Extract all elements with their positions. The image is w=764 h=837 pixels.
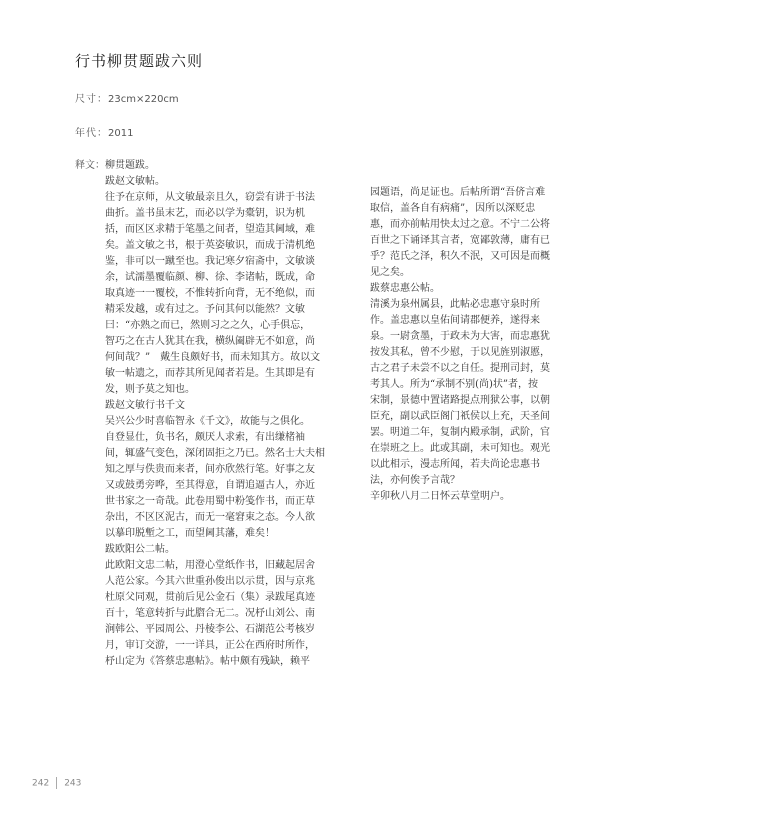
- page-title: 行书柳贯题跋六则: [75, 52, 204, 70]
- right-page-number: 243: [64, 778, 82, 789]
- text-line: [75, 350, 365, 366]
- year-label: 年代：: [75, 128, 108, 139]
- text-line: [75, 414, 365, 430]
- page-divider: [56, 777, 57, 789]
- text-line-content: 间，辄盛气变色，深闭固拒之乃已。然名士大夫相: [105, 448, 325, 459]
- text-line-content: 杼山定为《答蔡忠惠帖》。帖中颇有残缺，赖平: [105, 656, 310, 667]
- text-line: 法，亦何俟予言哉？: [370, 475, 460, 486]
- text-line: 考其人。所为“承制不别(尚)状”者，按: [370, 379, 539, 390]
- text-line-content: 发，则予莫之知也。: [105, 384, 195, 395]
- text-line: [75, 638, 365, 654]
- text-line: [75, 222, 365, 238]
- text-line: 见之矣。: [370, 267, 410, 278]
- text-line-content: 涧韩公、平园周公、丹棱李公、石湖范公考核岁: [105, 624, 315, 635]
- text-line-content: 杜原父同观，贯前后见公金石（集）录跋尾真迹: [105, 592, 315, 603]
- text-line-content: 百十，笔意转折与此脗合无二。况杼山刘公、南: [105, 608, 315, 619]
- text-line: 乎？范氏之泽，积久不泯，又可因是而概: [370, 251, 550, 262]
- text-line-content: 精采发越，或有过之。予问其何以能然？文敏: [105, 304, 305, 315]
- size-label: 尺寸：: [75, 94, 108, 105]
- text-line: [75, 622, 365, 638]
- text-line: 古之君子未尝不以之自任。提刑司封，莫: [370, 363, 550, 374]
- text-column-right: [370, 185, 585, 505]
- text-line-content: 世书家之一奇哉。此卷用蜀中粉笺作书，而正草: [105, 496, 315, 507]
- text-line: [75, 190, 365, 206]
- text-line: [75, 382, 365, 398]
- text-line: 跋蔡忠惠公帖。: [370, 283, 440, 294]
- text-line: [75, 510, 365, 526]
- text-label: 释文：: [75, 160, 105, 171]
- text-line: [75, 494, 365, 510]
- text-column-left: [75, 158, 365, 670]
- text-line: [75, 558, 365, 574]
- text-line: 泉。一尉贪墨，于政未为大害，而忠惠犹: [370, 331, 550, 342]
- text-line: [75, 526, 365, 542]
- text-line-content: 又或鼓勇旁哗，至其得意，自谓追逼古人，亦近: [105, 480, 315, 491]
- text-line: [75, 574, 365, 590]
- text-line: 辛卯秋八月二日怀云草堂明户。: [370, 491, 510, 502]
- text-line: [75, 286, 365, 302]
- text-line: 罢。明道二年，复制内殿承制，武阶，官: [370, 427, 550, 438]
- text-line: [75, 654, 365, 670]
- text-line-content: 曰：“亦熟之而已，然则习之之久，心手俱忘，: [105, 320, 311, 331]
- text-line: [75, 158, 365, 174]
- text-line: 清溪为泉州属县，此帖必忠惠守泉时所: [370, 299, 540, 310]
- text-line-content: 括，而区区求精于笔墨之间者，望造其阃域，难: [105, 224, 315, 235]
- text-line-content: 曲折。盖书虽末艺，而必以学为橐钥，识为机: [105, 208, 305, 219]
- text-line-content: 跋赵文敏帖。: [105, 176, 165, 187]
- text-line-content: 往予在京师，从文敏最亲且久，窃尝有讲于书法: [105, 192, 315, 203]
- text-line: [75, 206, 365, 222]
- text-line-content: 何间哉？” 戴生良颇好书，而未知其方。故以文: [105, 352, 321, 363]
- text-line-content: 智巧之在古人犹其在我，横纵阖辟无不如意，尚: [105, 336, 315, 347]
- text-line-content: 跋欧阳公二帖。: [105, 544, 175, 555]
- text-line-content: 敏一帖遗之，而荐其所见闻者若是。生其即是有: [105, 368, 315, 379]
- size-row: [75, 90, 179, 105]
- text-line: [75, 542, 365, 558]
- text-line: [75, 334, 365, 350]
- text-line: [75, 462, 365, 478]
- text-line: 取信，盖各自有病痛”，因所以深贬忠: [370, 203, 536, 214]
- text-line: 臣充，副以武臣阁门祇侯以上充，天圣间: [370, 411, 550, 422]
- text-line-content: 自登显仕，负书名，颇厌人求索，有出缣楮袖: [105, 432, 305, 443]
- text-line-content: 吴兴公少时喜临智永《千文》，故能与之俱化。: [105, 416, 310, 427]
- text-line: 百世之下诵译其言者，宽鄙敦薄，庸有已: [370, 235, 550, 246]
- text-line-content: 月，审订交游，一一详具，正公在西府时所作，: [105, 640, 315, 651]
- year-value: 2011: [108, 128, 134, 139]
- text-line: [75, 254, 365, 270]
- text-line: [75, 270, 365, 286]
- text-line: 以此相示，漫志所闻，若夫尚论忠惠书: [370, 459, 540, 470]
- text-line: 惠，而亦前帖用快太过之意。不宁二公将: [370, 219, 550, 230]
- text-line-content: 跋赵文敏行书千文: [105, 400, 185, 411]
- text-line-content: 杂出，不区区泥古，而无一毫窘束之态。今人欲: [105, 512, 315, 523]
- text-line: 作。盖忠惠以皇佑间请郡便养，遂得来: [370, 315, 540, 326]
- text-line: 宋制，景德中置诸路提点刑狱公事，以朝: [370, 395, 550, 406]
- text-line-content: 人范公家。今其六世重孙俊出以示贯，因与京兆: [105, 576, 315, 587]
- text-line-content: 取真迹一一覆校，不惟转折向背，无不绝似，而: [105, 288, 315, 299]
- text-line: [75, 366, 365, 382]
- text-line: [75, 590, 365, 606]
- text-line-content: 知之厚与佚贵而来者，间亦欣然行笔。好事之友: [105, 464, 315, 475]
- page-numbers: [32, 777, 81, 789]
- text-line-content: 此欧阳文忠二帖，用澄心堂纸作书，旧藏起居舍: [105, 560, 315, 571]
- text-line-content: 余，试濡墨覆临颜、柳、徐、李诸帖，既成，命: [105, 272, 315, 283]
- text-line: [75, 398, 365, 414]
- text-line: [75, 478, 365, 494]
- text-line: [75, 302, 365, 318]
- left-page-number: 242: [32, 778, 50, 789]
- text-line: [75, 606, 365, 622]
- text-line-content: 柳贯题跋。: [105, 160, 155, 171]
- text-line: [75, 446, 365, 462]
- text-line: [75, 318, 365, 334]
- text-line: [75, 430, 365, 446]
- year-row: [75, 124, 133, 139]
- text-line: 园题语，尚足证也。后帖所谓“吾侪言难: [370, 187, 546, 198]
- text-line: [75, 238, 365, 254]
- size-value: 23cm×220cm: [108, 94, 179, 105]
- text-line-content: 以摹印脱塹之工，而望阃其藩，难矣！: [105, 528, 275, 539]
- text-line-content: 鉴，非可以一蹴至也。我记寒夕宿斋中，文敏谈: [105, 256, 315, 267]
- text-line: [75, 174, 365, 190]
- text-line: 在崇班之上。此或其副，未可知也。观光: [370, 443, 550, 454]
- text-line: 按发其私，曾不少慰，于以见旌别淑慝，: [370, 347, 550, 358]
- text-line-content: 矣。盖文敏之书，根于英姿敏识，而成于清机绝: [105, 240, 315, 251]
